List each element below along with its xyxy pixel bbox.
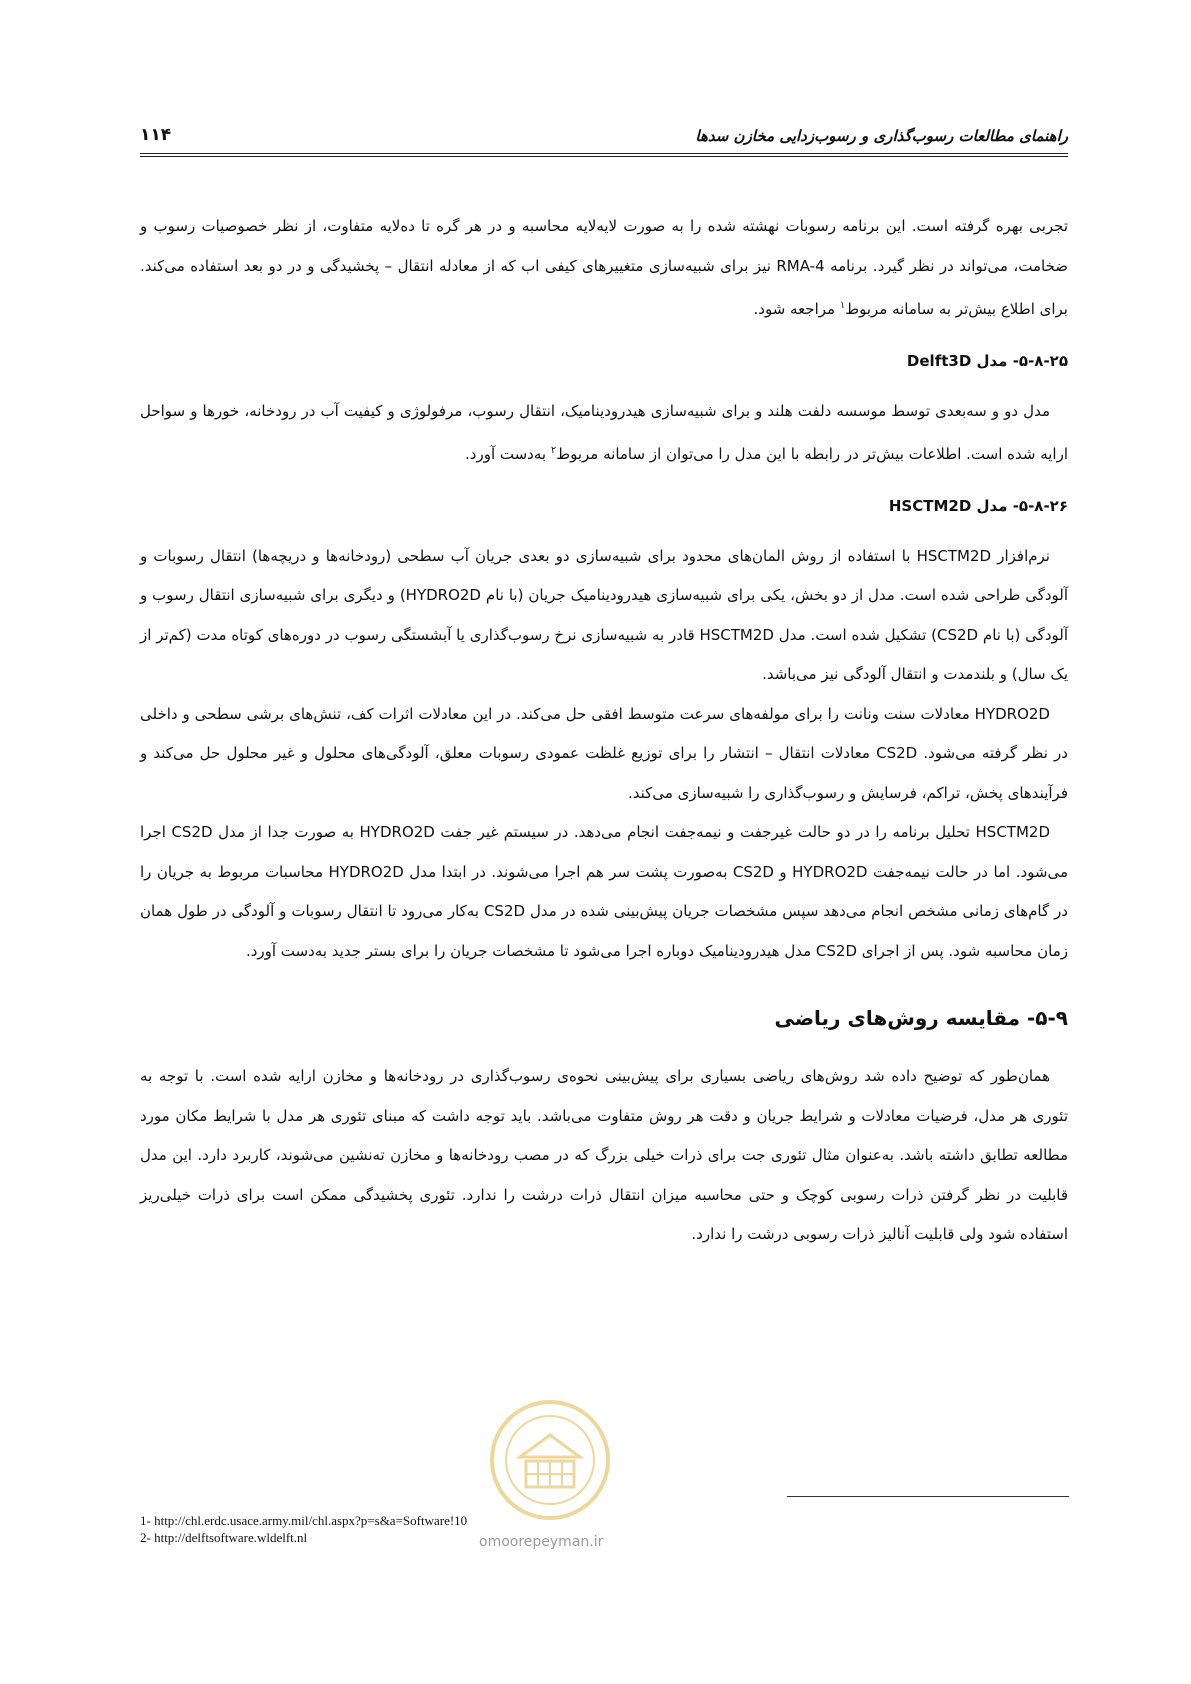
footnote-divider — [787, 1496, 1069, 1497]
hsctm2d-paragraph-3: HSCTM2D تحلیل برنامه را در دو حالت غیرجفت و نیمه‌جفت انجام می‌دهد. در سیستم غیر جفت HYDRO2D به صورت جدا از مدل CS2D اجرا می‌شود. اما در حالت نیمه‌جفت HYDRO2D و CS2D به‌صورت پشت سر هم اجرا می‌شوند. در ابتدا مدل HYDRO2D محاسبات مربوط به جریان را در گام‌های زمانی مشخص انجام می‌دهد سپس مشخصات جریان پیش‌بینی شده در مدل CS2D به‌کار می‌رود تا انتقال رسوبات و آلودگی در طول همان زمان محاسبه شود. پس از اجرای CS2D مدل هیدرودینامیک دوباره اجرا می‌شود تا مشخصات جریان را برای بستر جدید به‌دست آورد. — [140, 823, 1068, 960]
running-header — [140, 123, 1068, 157]
page-number: ۱۱۴ — [140, 125, 172, 145]
hsctm2d-paragraph-2: HYDRO2D معادلات سنت ونانت را برای مولفه‌های سرعت متوسط افقی حل می‌کند. در این معادلات اثرات کف، تنش‌های برشی سطحی و داخلی در نظر گرفته می‌شود. CS2D معادلات انتقال – انتشار را برای توزیع غلظت عمودی رسوبات معلق، آلودگی‌های محلول و غیر محلول حل می‌کند و فرآیندهای پخش، تراکم، فرسایش و رسوب‌گذاری را شبیه‌سازی می‌کند. — [140, 704, 1068, 802]
delft3d-paragraph-text: مدل دو و سه‌بعدی توسط موسسه دلفت هلند و برای شبیه‌سازی هیدرودینامیک، انتقال رسوب، مرفولوژی و کیفیت آب در رودخانه، خورها و سواحل ارایه شده است. اطلاعات بیش‌تر در رابطه با این مدل را می‌توان از سامانه مربوط — [140, 401, 1068, 463]
watermark-text: omoorepeyman.ir — [479, 1534, 604, 1550]
footnote-1[interactable]: 1- http://chl.erdc.usace.army.mil/chl.aspx?p=s&a=Software!10 — [140, 1513, 468, 1528]
intro-paragraph-end: مراجعه شود. — [753, 300, 840, 318]
page-body — [140, 207, 1068, 1255]
delft3d-paragraph — [140, 392, 1068, 475]
intro-paragraph-text: تجربی بهره گرفته است. این برنامه رسوبات نهشته شده را به صورت لایه‌لایه محاسبه و در هر گره تا ده‌لایه متفاوت، از نظر خصوصیات رسوب و ضخامت، می‌تواند در نظر گیرد. برنامه RMA-4 نیز برای شبیه‌سازی متغییرهای کیفی اب که از معادله انتقال – پخشیدگی و در دو بعد استفاده می‌کند. برای اطلاع بیش‌تر به سامانه مربوط — [140, 217, 1068, 318]
footnotes — [140, 1512, 467, 1546]
footnote-2[interactable]: 2- http://delftsoftware.wldelft.nl — [140, 1530, 308, 1545]
delft3d-paragraph-end: به‌دست آورد. — [465, 445, 551, 463]
section-heading-hsctm2d: ۵-۸-۲۶- مدل HSCTM2D — [888, 496, 1068, 515]
comparison-paragraph: همان‌طور که توضیح داده شد روش‌های ریاضی بسیاری برای پیش‌بینی نحوه‌ی رسوب‌گذاری در رودخانه‌ها و مخازن ارایه شده است. با توجه به تئوری هر مدل، فرضیات معادلات و شرایط جریان و دقت هر روش متفاوت می‌باشد. باید توجه داشت که مبنای تئوری هر مدل با شرایط مکان مورد مطالعه تطابق داشته باشد. به‌عنوان مثال تئوری جت برای ذرات خیلی بزرگ که در مصب رودخانه‌ها و مخازن ته‌نشین می‌شوند، کاربرد دارد. این مدل قابلیت در نظر گرفتن ذرات رسوبی کوچک و حتی محاسبه میزان انتقال ذرات درشت را ندارد. تئوری پخشیدگی ممکن است برای ذرات خیلی‌ریز استفاده شود ولی قابلیت آنالیز ذرات رسوبی درشت را ندارد. — [140, 1067, 1068, 1243]
hsctm2d-paragraph-1: نرم‌افزار HSCTM2D با استفاده از روش المان‌های محدود برای شبیه‌سازی دو بعدی جریان آب سطحی (رودخانه‌ها و دریچه‌ها) انتقال رسوبات و آلودگی طراحی شده است. مدل از دو بخش، یکی برای شبیه‌سازی هیدرودینامیک جریان (با نام HYDRO2D) و دیگری برای شبیه‌سازی انتقال رسوب و آلودگی (با نام CS2D) تشکیل شده است. مدل HSCTM2D قادر به شبیه‌سازی نرخ رسوب‌گذاری یا آبشستگی رسوب در دوره‌های کوتاه مدت (کم‌تر از یک سال) و بلندمدت و انتقال آلودگی نیز می‌باشد. — [140, 546, 1069, 683]
section-heading-comparison: ۵-۹- مقایسه روش‌های ریاضی — [774, 1006, 1068, 1030]
footnote-marker-2[interactable]: ۲ — [550, 445, 557, 456]
intro-paragraph — [140, 207, 1068, 330]
footnote-marker-1[interactable]: ۱ — [839, 300, 846, 311]
seal-logo-icon — [486, 1395, 614, 1525]
running-title: راهنمای مطالعات رسوب‌گذاری و رسوب‌زدایی مخازن سدها — [695, 127, 1068, 145]
section-heading-delft3d: ۵-۸-۲۵- مدل Delft3D — [906, 351, 1068, 370]
